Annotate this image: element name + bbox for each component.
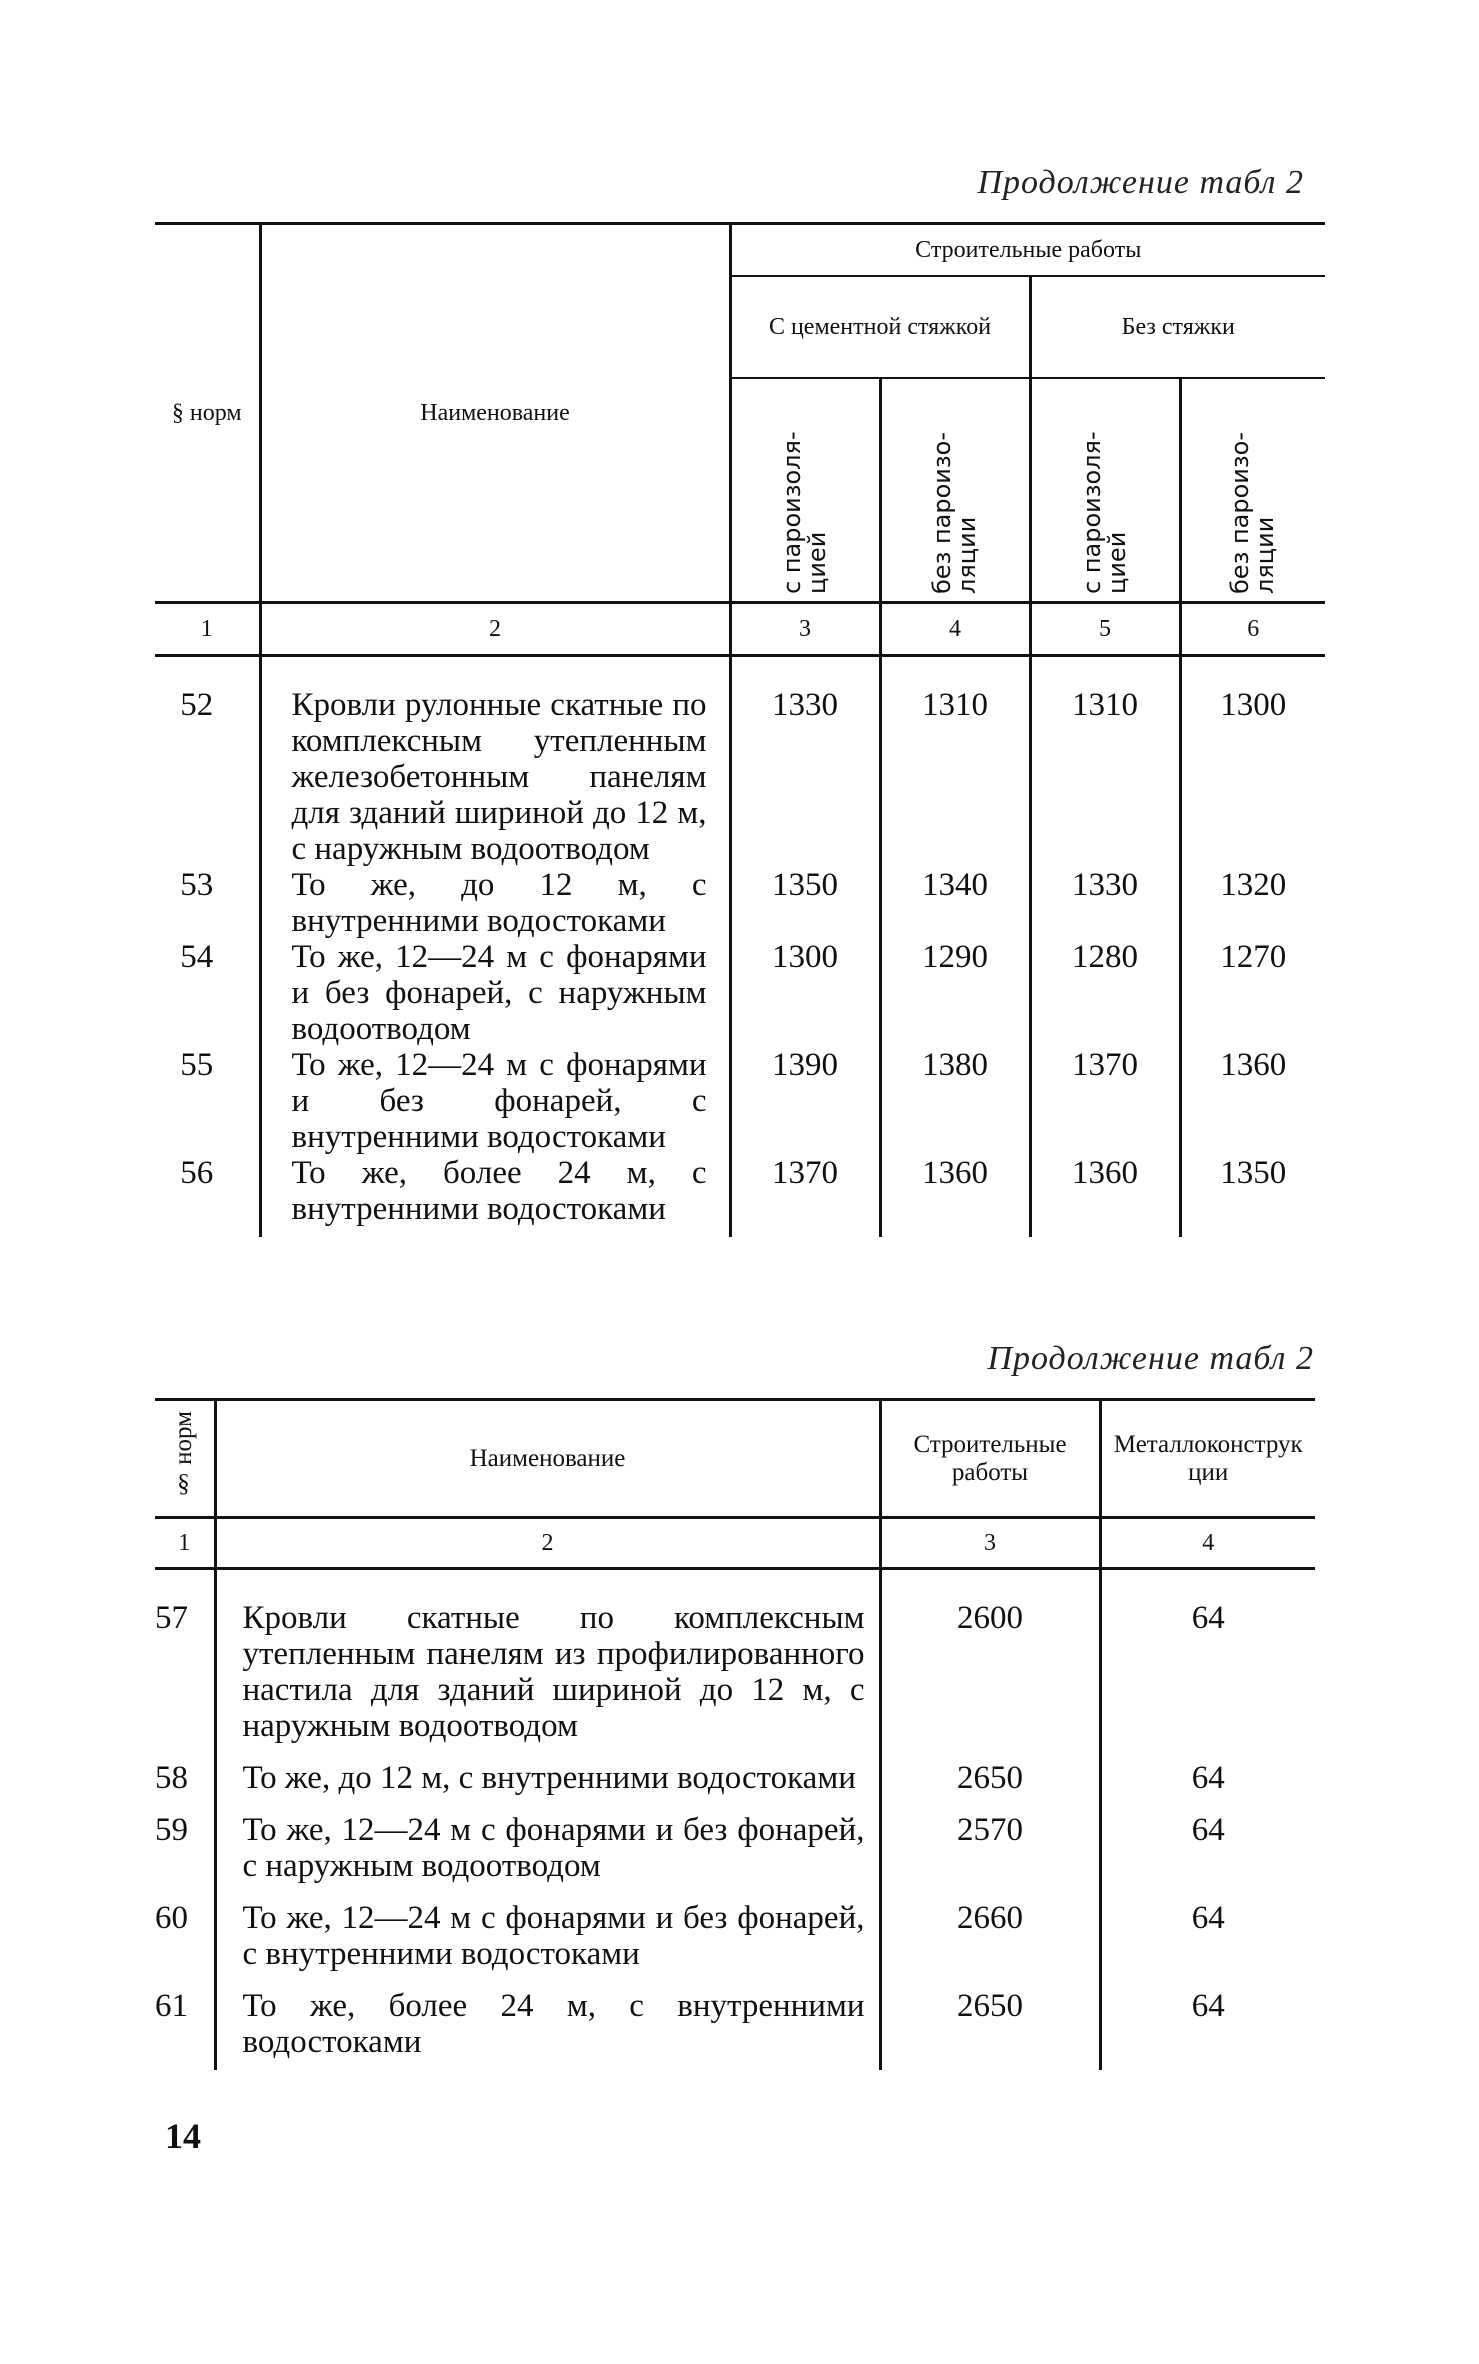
row-para: 52 (180, 687, 214, 723)
row-value-col3: 2660 (880, 1900, 1100, 1988)
table-row (155, 1569, 1315, 1761)
row-value-col6: 1350 (1180, 1155, 1325, 1237)
header-col6 (1180, 378, 1325, 603)
row-value-col6: 1320 (1180, 867, 1325, 939)
row-para: 60 (155, 1900, 188, 1936)
row-value-col4: 64 (1100, 1760, 1315, 1812)
row-value-col5: 1280 (1030, 939, 1180, 1047)
colnum-2: 2 (215, 1518, 880, 1569)
header-para-text: § норм (170, 1411, 198, 1499)
row-para: 54 (180, 939, 214, 975)
table-row (155, 656, 1325, 868)
header-name: Наименование (215, 1400, 880, 1518)
row-name: То же, до 12 м, с внутренними водостоками (215, 1760, 880, 1812)
row-value-col6: 1270 (1180, 939, 1325, 1047)
header-col4 (880, 378, 1030, 603)
table-1 (155, 222, 1325, 1237)
row-value-col3: 1330 (730, 656, 880, 868)
continuation-label-2: Продолжение табл 2 (987, 1340, 1314, 1377)
row-name: Кровли рулонные скатные по комплексным утепленным железобетонным панелям для зданий шириной до 12 м, с наружным водоотводом (260, 656, 730, 868)
colnum-1: 1 (155, 603, 260, 656)
row-value-col3: 2570 (880, 1812, 1100, 1900)
colnum-4: 4 (1100, 1518, 1315, 1569)
row-para: 61 (155, 1988, 188, 2024)
header-col5-text: с пароизоля-цией (1077, 431, 1131, 594)
row-value-col4: 64 (1100, 1569, 1315, 1761)
row-value-col6: 1360 (1180, 1047, 1325, 1155)
row-value-col5: 1310 (1030, 656, 1180, 868)
row-value-col4: 64 (1100, 1988, 1315, 2070)
header-construction-works: Строительные работы (880, 1400, 1100, 1518)
table-row (155, 1760, 1315, 1812)
colnum-1: 1 (155, 1518, 215, 1569)
row-value-col3: 2650 (880, 1760, 1100, 1812)
row-para: 55 (180, 1047, 214, 1083)
header-col6-text: без пароизо-ляции (1226, 432, 1280, 594)
header-col3-text: с пароизоля-цией (777, 431, 831, 594)
row-para: 57 (155, 1600, 188, 1636)
colnum-5: 5 (1030, 603, 1180, 656)
row-value-col4: 1340 (880, 867, 1030, 939)
row-name: То же, более 24 м, с внутренними водостоками (215, 1988, 880, 2070)
colnum-4: 4 (880, 603, 1030, 656)
header-name: Наименование (260, 224, 730, 603)
continuation-label-1: Продолжение табл 2 (977, 164, 1304, 201)
table-row (155, 867, 1325, 939)
header-metal-structures: Металлоконструкции (1100, 1400, 1315, 1518)
table-row (155, 1047, 1325, 1155)
table-row (155, 1988, 1315, 2070)
header-col3 (730, 378, 880, 603)
colnum-3: 3 (730, 603, 880, 656)
row-value-col5: 1370 (1030, 1047, 1180, 1155)
table-row (155, 1812, 1315, 1900)
header-construction-works: Строительные работы (730, 224, 1325, 277)
header-para (155, 1400, 215, 1518)
table-row (155, 1155, 1325, 1237)
row-para: 53 (180, 867, 214, 903)
row-para: 59 (155, 1812, 188, 1848)
row-value-col4: 1360 (880, 1155, 1030, 1237)
table-row (155, 939, 1325, 1047)
row-value-col4: 64 (1100, 1900, 1315, 1988)
row-value-col4: 1380 (880, 1047, 1030, 1155)
row-value-col3: 1350 (730, 867, 880, 939)
header-col4-text: без пароизо-ляции (927, 432, 981, 594)
row-value-col3: 2650 (880, 1988, 1100, 2070)
row-value-col4: 1290 (880, 939, 1030, 1047)
page-number: 14 (165, 2116, 201, 2156)
header-no-screed: Без стяжки (1030, 276, 1325, 378)
row-name: То же, 12—24 м с фонарями и без фонарей, с наружным водоотводом (215, 1812, 880, 1900)
row-value-col3: 1390 (730, 1047, 880, 1155)
row-value-col5: 1360 (1030, 1155, 1180, 1237)
row-name: То же, более 24 м, с внутренними водостоками (260, 1155, 730, 1237)
row-value-col4: 1310 (880, 656, 1030, 868)
row-name: То же, 12—24 м с фонарями и без фонарей, с наружным водоотводом (260, 939, 730, 1047)
header-para: § норм (155, 224, 260, 603)
row-value-col5: 1330 (1030, 867, 1180, 939)
row-value-col6: 1300 (1180, 656, 1325, 868)
row-para: 58 (155, 1760, 188, 1796)
colnum-6: 6 (1180, 603, 1325, 656)
row-name: То же, до 12 м, с внутренними водостоками (260, 867, 730, 939)
row-value-col3: 1370 (730, 1155, 880, 1237)
colnum-3: 3 (880, 1518, 1100, 1569)
row-value-col4: 64 (1100, 1812, 1315, 1900)
row-name: То же, 12—24 м с фонарями и без фонарей, с внутренними водостоками (260, 1047, 730, 1155)
row-name: То же, 12—24 м с фонарями и без фонарей, с внутренними водостоками (215, 1900, 880, 1988)
row-value-col3: 1300 (730, 939, 880, 1047)
table-row (155, 1900, 1315, 1988)
row-name: Кровли скатные по комплексным утепленным панелям из профилированного настила для зданий шириной до 12 м, с наружным водоотводом (215, 1569, 880, 1761)
colnum-2: 2 (260, 603, 730, 656)
row-para: 56 (180, 1155, 214, 1191)
row-value-col3: 2600 (880, 1569, 1100, 1761)
table-2 (155, 1398, 1315, 2070)
header-cement-screed: С цементной стяжкой (730, 276, 1030, 378)
header-col5 (1030, 378, 1180, 603)
